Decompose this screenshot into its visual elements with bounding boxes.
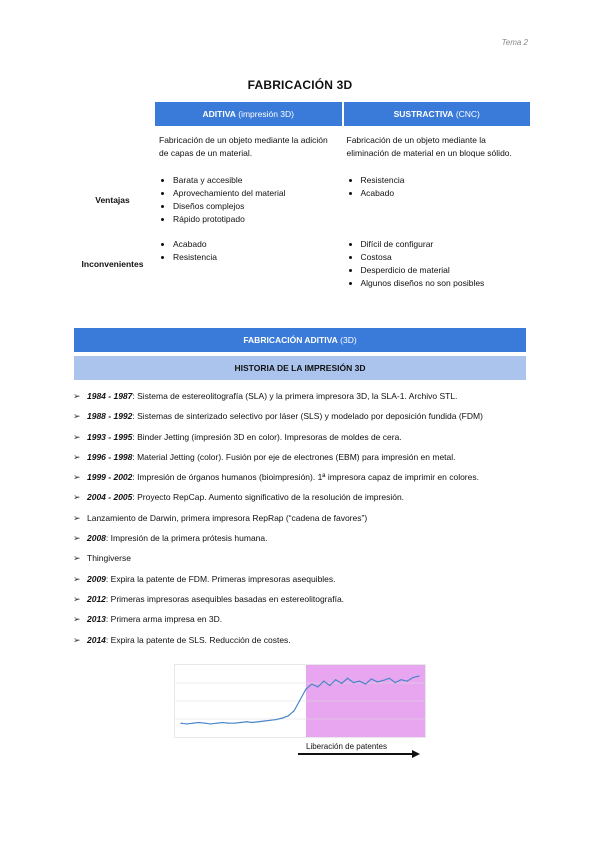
list-item: • Costosa xyxy=(361,251,527,264)
timeline-text: : Impresión de la primera prótesis humana. xyxy=(105,533,268,544)
trend-point xyxy=(329,685,330,686)
timeline-text: : Primeras impresoras asequibles basadas en estereolitografía. xyxy=(105,593,345,604)
definition-row xyxy=(70,134,530,160)
timeline-item xyxy=(73,531,543,551)
timeline-item xyxy=(73,572,543,592)
trend-point xyxy=(347,678,348,679)
timeline-text: : Proyecto RepCap. Aumento significativo de la resolución de impresión. xyxy=(132,492,405,503)
column-header-aditiva: ADITIVA (impresión 3D) xyxy=(155,102,342,126)
historia-band: HISTORIA DE LA IMPRESIÓN 3D xyxy=(74,356,526,380)
arrow-bullet-icon: ➢ xyxy=(73,451,81,462)
trend-point xyxy=(377,681,378,682)
page-label: Tema 2 xyxy=(501,38,528,47)
timeline-item xyxy=(73,612,543,632)
trend-point xyxy=(389,678,390,679)
timeline-year: 2004 - 2005 xyxy=(87,492,133,503)
comparison-header xyxy=(155,102,530,126)
arrow-bullet-icon: ➢ xyxy=(73,533,81,544)
trend-point xyxy=(293,710,294,711)
timeline-year: 1996 - 1998 xyxy=(87,451,133,462)
timeline-year: 2013 xyxy=(87,614,106,625)
timeline-year: 2009 xyxy=(87,573,106,584)
timeline-item xyxy=(73,592,543,612)
column-header-sustractiva: SUSTRACTIVA (CNC) xyxy=(344,102,531,126)
arrow-bullet-icon: ➢ xyxy=(73,411,81,422)
trend-point xyxy=(234,723,235,724)
aditiva-ventajas-list xyxy=(159,174,339,226)
timeline-text: : Material Jetting (color). Fusión por eje de electrones (EBM) para impresión en metal. xyxy=(132,451,456,462)
timeline-item xyxy=(73,450,543,470)
list-item: • Acabado xyxy=(361,187,527,200)
arrow-bullet-icon: ➢ xyxy=(73,573,81,584)
timeline-text: : Expira la patente de FDM. Primeras impresoras asequibles. xyxy=(105,573,336,584)
list-item: • Resistencia xyxy=(173,251,339,264)
sustractiva-ventajas-list xyxy=(347,174,527,200)
trend-point xyxy=(180,723,181,724)
timeline-item xyxy=(73,389,543,409)
trend-point xyxy=(359,681,360,682)
timeline-item xyxy=(73,409,543,429)
timeline-text: Lanzamiento de Darwin, primera impresora RepRap (“cadena de favores”) xyxy=(87,512,368,523)
page-title: FABRICACIÓN 3D xyxy=(247,78,353,92)
timeline-item xyxy=(73,551,543,571)
trend-point xyxy=(198,722,199,723)
arrow-bullet-icon: ➢ xyxy=(73,553,81,564)
trend-point xyxy=(323,681,324,682)
timeline-year: 1993 - 1995 xyxy=(87,431,133,442)
timeline-year: 2008 xyxy=(87,533,106,544)
aditiva-inconvenientes-list xyxy=(159,238,339,264)
sustractiva-definition: Fabricación de un objeto mediante la eliminación de material en un bloque sólido. xyxy=(346,135,512,158)
list-item: • Diseños complejos xyxy=(173,200,339,213)
list-item: • Difícil de configurar xyxy=(361,238,527,251)
timeline-year: 1988 - 1992 xyxy=(87,411,133,422)
inconvenientes-row xyxy=(70,238,530,290)
list-item: • Algunos diseños no son posibles xyxy=(361,277,527,290)
trend-point xyxy=(305,689,306,690)
arrow-bullet-icon: ➢ xyxy=(73,614,81,625)
trend-point xyxy=(270,720,271,721)
search-trend-chart xyxy=(174,664,426,738)
timeline-text: : Binder Jetting (impresión 3D en color). Impresoras de moldes de cera. xyxy=(132,431,402,442)
aditiva-definition: Fabricación de un objeto mediante la adición de capas de un material. xyxy=(159,135,328,158)
inconvenientes-label: Inconvenientes xyxy=(81,259,144,269)
list-item: • Barata y accesible xyxy=(173,174,339,187)
trend-point xyxy=(383,680,384,681)
trend-point xyxy=(246,721,247,722)
trend-point xyxy=(204,723,205,724)
list-item: • Acabado xyxy=(173,238,339,251)
trend-point xyxy=(282,718,283,719)
arrow-bullet-icon: ➢ xyxy=(73,472,81,483)
list-item: • Desperdicio de material xyxy=(361,264,527,277)
trend-point xyxy=(222,722,223,723)
trend-point xyxy=(371,678,372,679)
trend-point xyxy=(418,675,419,676)
chart-caption: Liberación de patentes xyxy=(306,742,387,751)
ventajas-row xyxy=(70,174,530,226)
arrow-bullet-icon: ➢ xyxy=(73,512,81,523)
trend-point xyxy=(252,722,253,723)
timeline-year: 2012 xyxy=(87,593,106,604)
timeline-text: Thingiverse xyxy=(87,553,131,564)
trend-point xyxy=(216,723,217,724)
trend-svg xyxy=(175,665,425,737)
timeline-item xyxy=(73,470,543,490)
trend-point xyxy=(264,720,265,721)
trend-point xyxy=(412,677,413,678)
trend-point xyxy=(228,723,229,724)
comparison-table xyxy=(70,102,530,290)
trend-point xyxy=(401,679,402,680)
trend-point xyxy=(353,682,354,683)
trend-point xyxy=(276,719,277,720)
timeline-text: : Sistemas de sinterizado selectivo por láser (SLS) y modelado por deposición fundida (FDM) xyxy=(132,411,483,422)
list-item: • Rápido prototipado xyxy=(173,213,339,226)
timeline-item xyxy=(73,490,543,510)
arrow-bullet-icon: ➢ xyxy=(73,634,81,645)
timeline-text: : Expira la patente de SLS. Reducción de costes. xyxy=(105,634,291,645)
timeline-year: 1984 - 1987 xyxy=(87,391,133,401)
arrow-bullet-icon: ➢ xyxy=(73,492,81,503)
list-item: • Resistencia xyxy=(361,174,527,187)
trend-point xyxy=(186,723,187,724)
ventajas-label: Ventajas xyxy=(95,195,130,205)
trend-point xyxy=(395,682,396,683)
history-timeline xyxy=(73,389,543,653)
trend-point xyxy=(192,723,193,724)
trend-point xyxy=(407,681,408,682)
sustractiva-inconvenientes-list xyxy=(347,238,527,290)
timeline-year: 2014 xyxy=(87,634,106,645)
arrow-bullet-icon: ➢ xyxy=(73,391,81,401)
trend-point xyxy=(335,679,336,680)
fabricacion-aditiva-band: FABRICACIÓN ADITIVA (3D) xyxy=(74,328,526,352)
arrow-bullet-icon: ➢ xyxy=(73,593,81,604)
list-item: • Aprovechamiento del material xyxy=(173,187,339,200)
timeline-text: : Primera arma impresa en 3D. xyxy=(105,614,223,625)
timeline-item xyxy=(73,511,543,531)
timeline-arrow-icon xyxy=(298,750,420,758)
trend-point xyxy=(317,686,318,687)
timeline-item xyxy=(73,633,543,653)
timeline-year: 1999 - 2002 xyxy=(87,472,133,483)
arrow-bullet-icon: ➢ xyxy=(73,431,81,442)
trend-point xyxy=(311,683,312,684)
trend-point xyxy=(299,699,300,700)
trend-point xyxy=(365,683,366,684)
timeline-text: : Impresión de órganos humanos (bioimpresión). 1ª impresora capaz de imprimir en colores. xyxy=(132,472,479,483)
trend-point xyxy=(240,722,241,723)
trend-point xyxy=(210,723,211,724)
timeline-item xyxy=(73,430,543,450)
trend-point xyxy=(341,683,342,684)
trend-point xyxy=(258,721,259,722)
timeline-text: : Sistema de estereolitografía (SLA) y la primera impresora 3D, la SLA-1. Archivo STL. xyxy=(132,391,458,401)
trend-point xyxy=(288,715,289,716)
